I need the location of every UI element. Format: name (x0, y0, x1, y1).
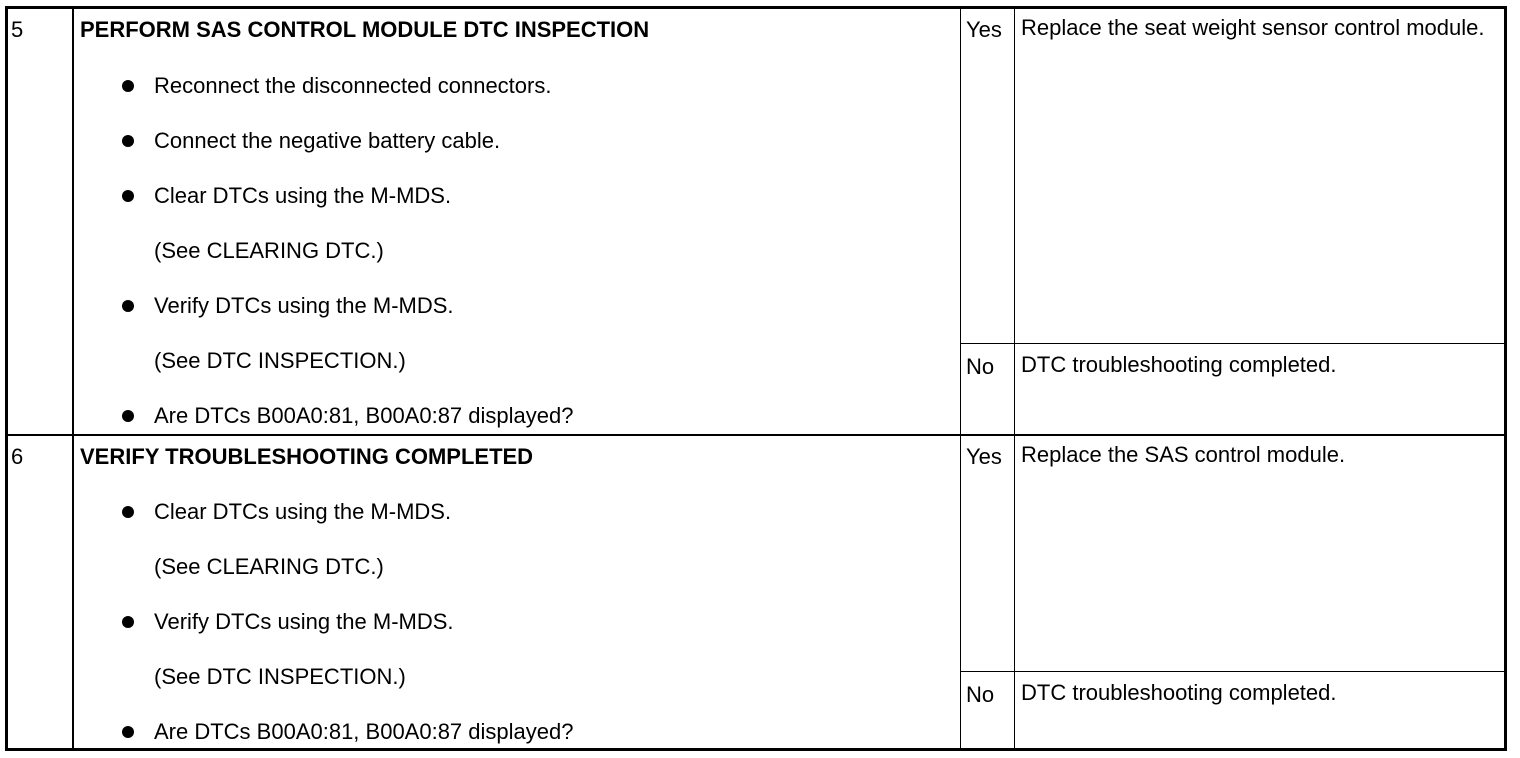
instruction-note (154, 238, 384, 264)
bullet-icon (122, 300, 134, 312)
step-number: 6 (11, 444, 24, 469)
instruction-text: Verify DTCs using the M-MDS. (154, 293, 454, 318)
yes-no-divider (961, 343, 1504, 344)
instruction-text: Clear DTCs using the M-MDS. (154, 183, 452, 208)
no-label: No (966, 354, 995, 379)
step-title: PERFORM SAS CONTROL MODULE DTC INSPECTION (80, 17, 650, 42)
no-action: DTC troubleshooting completed. (1021, 352, 1337, 377)
instruction-line (154, 499, 451, 525)
instruction-line (154, 73, 551, 99)
action-cell (1015, 436, 1504, 750)
step-number-cell (8, 9, 74, 434)
instruction-text: Clear DTCs using the M-MDS. (154, 499, 452, 524)
instruction-text: Are DTCs B00A0:81, B00A0:87 displayed? (154, 403, 574, 428)
bullet-icon (122, 506, 134, 518)
instruction-note (154, 554, 384, 580)
inspection-cell (74, 9, 961, 434)
bullet-icon (122, 410, 134, 422)
inspection-cell (74, 436, 961, 750)
instruction-line (154, 719, 573, 745)
bullet-icon (122, 190, 134, 202)
instruction-text: (See CLEARING DTC.) (154, 554, 384, 579)
yes-no-divider (961, 671, 1504, 672)
bullet-icon (122, 135, 134, 147)
instruction-line (154, 403, 573, 429)
yes-action: Replace the SAS control module. (1021, 442, 1346, 467)
instruction-line (154, 128, 500, 154)
step-row-5 (8, 9, 1504, 434)
action-cell (1015, 9, 1504, 434)
yes-action: Replace the seat weight sensor control module. (1021, 15, 1485, 40)
troubleshooting-table (5, 6, 1507, 751)
instruction-note (154, 348, 406, 374)
instruction-text: Are DTCs B00A0:81, B00A0:87 displayed? (154, 719, 574, 744)
instruction-line (154, 609, 454, 635)
instruction-text: (See DTC INSPECTION.) (154, 348, 406, 373)
bullet-icon (122, 80, 134, 92)
bullet-icon (122, 616, 134, 628)
no-label: No (966, 682, 995, 707)
step-number: 5 (11, 17, 24, 42)
step-row-6 (8, 434, 1504, 750)
instruction-text: Connect the negative battery cable. (154, 128, 501, 153)
yes-label: Yes (966, 444, 1002, 469)
step-number-cell (8, 436, 74, 750)
answer-cell (961, 9, 1015, 434)
instruction-note (154, 664, 406, 690)
no-action: DTC troubleshooting completed. (1021, 680, 1337, 705)
instruction-text: (See DTC INSPECTION.) (154, 664, 406, 689)
instruction-line (154, 293, 454, 319)
answer-cell (961, 436, 1015, 750)
instruction-text: (See CLEARING DTC.) (154, 238, 384, 263)
step-title: VERIFY TROUBLESHOOTING COMPLETED (80, 444, 534, 469)
yes-label: Yes (966, 17, 1002, 42)
bullet-icon (122, 726, 134, 738)
instruction-text: Reconnect the disconnected connectors. (154, 73, 552, 98)
instruction-text: Verify DTCs using the M-MDS. (154, 609, 454, 634)
instruction-line (154, 183, 451, 209)
